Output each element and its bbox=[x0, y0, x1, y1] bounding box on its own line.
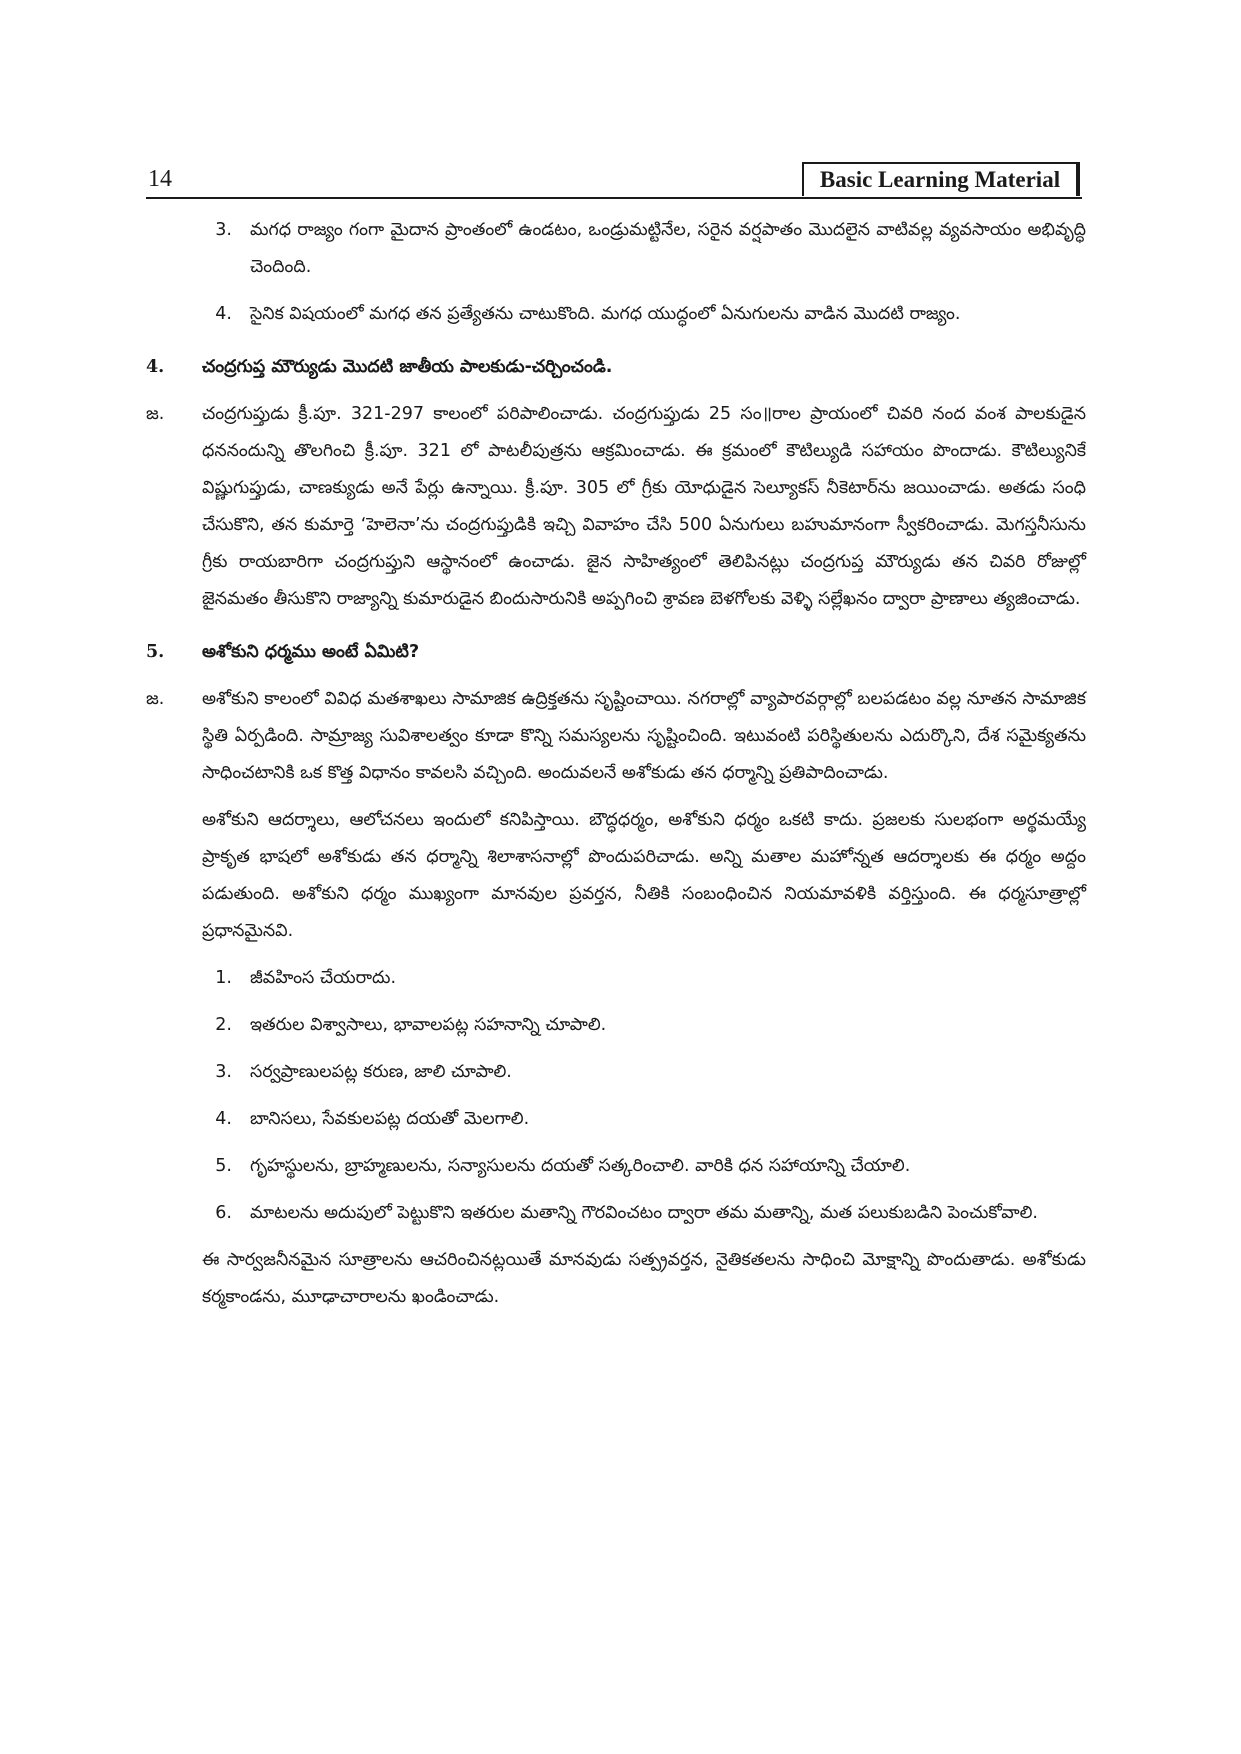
list-item-text: సైనిక విషయంలో మగధ తన ప్రత్యేతను చాటుకొంది. మగధ యుద్ధంలో ఏనుగులను వాడిన మొదటి రాజ్యం. bbox=[250, 304, 961, 324]
list-item-number: 3. bbox=[215, 1062, 232, 1082]
list-item-text: మాటలను అదుపులో పెట్టుకొని ఇతరుల మతాన్ని గౌరవించటం ద్వారా తమ మతాన్ని, మత పలుకుబడిని పెంచుకోవాలి. bbox=[250, 1203, 1038, 1223]
list-item bbox=[146, 960, 1086, 997]
answer-paragraph-1: అశోకుని కాలంలో వివిధ మతశాఖలు సామాజిక ఉద్రిక్తతను సృష్టించాయి. నగరాల్లో వ్యాపారవర్గాల్లో బలపడటం వల్ల నూతన సామాజిక స్థితి ఏర్పడింది. సామ్రాజ్య సువిశాలత్వం కూడా కొన్ని సమస్యలను సృష్టించింది. ఇటువంటి పరిస్థితులను ఎదుర్కొని, దేశ సమైక్యతను సాధించటానికి ఒక కొత్త విధానం కావలసి వచ్చింది. అందువలనే అశోకుడు తన ధర్మాన్ని ప్రతిపాదించాడు. bbox=[202, 689, 1086, 783]
list-item-text: గృహస్థులను, బ్రాహ్మణులను, సన్యాసులను దయతో సత్కరించాలి. వారికి ధన సహాయాన్ని చేయాలి. bbox=[250, 1156, 911, 1176]
header-title-box bbox=[802, 162, 1080, 196]
answer-label: జ. bbox=[146, 404, 165, 424]
list-item-text: సర్వప్రాణులపట్ల కరుణ, జాలి చూపాలి. bbox=[250, 1062, 512, 1082]
question-text: చంద్రగుప్త మౌర్యుడు మొదటి జాతీయ పాలకుడు-చర్చించండి. bbox=[202, 357, 613, 377]
list-item-number: 6. bbox=[215, 1203, 232, 1223]
list-item-text: మగధ రాజ్యం గంగా మైదాన ప్రాంతంలో ఉండటం, ఒండ్రుమట్టినేల, సరైన వర్షపాతం మొదలైన వాటివల్ల వ్యవసాయం అభివృద్ధి చెందింది. bbox=[250, 220, 1086, 277]
list-item bbox=[146, 1195, 1086, 1232]
answer-paragraph-2: అశోకుని ఆదర్శాలు, ఆలోచనలు ఇందులో కనిపిస్తాయి. బౌద్ధధర్మం, అశోకుని ధర్మం ఒకటి కాదు. ప్రజలకు సులభంగా అర్థమయ్యే ప్రాకృత భాషలో అశోకుడు తన ధర్మాన్ని శిలాశాసనాల్లో పొందుపరిచాడు. అన్ని మతాల మహోన్నత ఆదర్శాలకు ఈ ధర్మం అద్దం పడుతుంది. అశోకుని ధర్మం ముఖ్యంగా మానవుల ప్రవర్తన, నీతికి సంబంధించిన నియమావళికి వర్తిస్తుంది. ఈ ధర్మసూత్రాల్లో ప్రధానమైనవి. bbox=[202, 810, 1086, 941]
list-item-text: ఇతరుల విశ్వాసాలు, భావాలపట్ల సహనాన్ని చూపాలి. bbox=[250, 1015, 607, 1035]
question-text: అశోకుని ధర్మము అంటే ఏమిటి? bbox=[202, 642, 420, 662]
list-item-number: 5. bbox=[215, 1156, 232, 1176]
list-item-number: 3. bbox=[215, 220, 232, 240]
list-item-number: 2. bbox=[215, 1015, 232, 1035]
list-item bbox=[146, 296, 1086, 333]
header-title: Basic Learning Material bbox=[819, 167, 1061, 192]
answer-text: చంద్రగుప్తుడు క్రీ.పూ. 321-297 కాలంలో పరిపాలించాడు. చంద్రగుప్తుడు 25 సం॥రాల ప్రాయంలో చివరి నంద వంశ పాలకుడైన ధననందున్ని తొలగించి క్రీ.పూ. 321 లో పాటలీపుత్రను ఆక్రమించాడు. ఈ క్రమంలో కౌటిల్యుడి సహాయం పొందాడు. కౌటిల్యునికే విష్ణుగుప్తుడు, చాణక్యుడు అనే పేర్లు ఉన్నాయి. క్రీ.పూ. 305 లో గ్రీకు యోధుడైన సెల్యూకస్ నీకెటార్‌ను జయించాడు. అతడు సంధి చేసుకొని, తన కుమార్తె ‘హెలెనా’ను చంద్రగుప్తుడికి ఇచ్చి వివాహం చేసి 500 ఏనుగులు బహుమానంగా స్వీకరించాడు. మెగస్తనీసును గ్రీకు రాయబారిగా చంద్రగుప్తుని ఆస్థానంలో ఉంచాడు. జైన సాహిత్యంలో తెలిపినట్లు చంద్రగుప్త మౌర్యుడు తన చివరి రోజుల్లో జైనమతం తీసుకొని రాజ్యాన్ని కుమారుడైన బిందుసారునికి అప్పగించి శ్రావణ బెళగోలకు వెళ్ళి సల్లేఖనం ద్వారా ప్రాణాలు త్యజించాడు. bbox=[202, 404, 1086, 609]
header-rule bbox=[146, 197, 1082, 199]
list-item-text: బానిసలు, సేవకులపట్ల దయతో మెలగాలి. bbox=[250, 1109, 530, 1129]
question-number: 4. bbox=[146, 357, 165, 377]
question-4 bbox=[146, 349, 1086, 386]
answer-5 bbox=[146, 681, 1086, 792]
list-item bbox=[146, 1054, 1086, 1091]
question-number: 5. bbox=[146, 642, 165, 662]
page-content bbox=[146, 212, 1086, 1316]
list-item bbox=[146, 1101, 1086, 1138]
list-item-number: 1. bbox=[215, 968, 232, 988]
page-number: 14 bbox=[148, 166, 172, 192]
list-item bbox=[146, 1148, 1086, 1185]
list-item bbox=[146, 212, 1086, 286]
answer-label: జ. bbox=[146, 689, 165, 709]
question-5 bbox=[146, 634, 1086, 671]
conclusion-paragraph: ఈ సార్వజనీనమైన సూత్రాలను ఆచరించినట్లయితే మానవుడు సత్ప్రవర్తన, నైతికతలను సాధించి మోక్షాన్ని పొందుతాడు. అశోకుడు కర్మకాండను, మూఢాచారాలను ఖండించాడు. bbox=[202, 1250, 1086, 1307]
list-item-number: 4. bbox=[215, 1109, 232, 1129]
answer-4 bbox=[146, 396, 1086, 618]
list-item bbox=[146, 1007, 1086, 1044]
list-item-text: జీవహింస చేయరాదు. bbox=[250, 968, 397, 988]
list-item-number: 4. bbox=[215, 304, 232, 324]
